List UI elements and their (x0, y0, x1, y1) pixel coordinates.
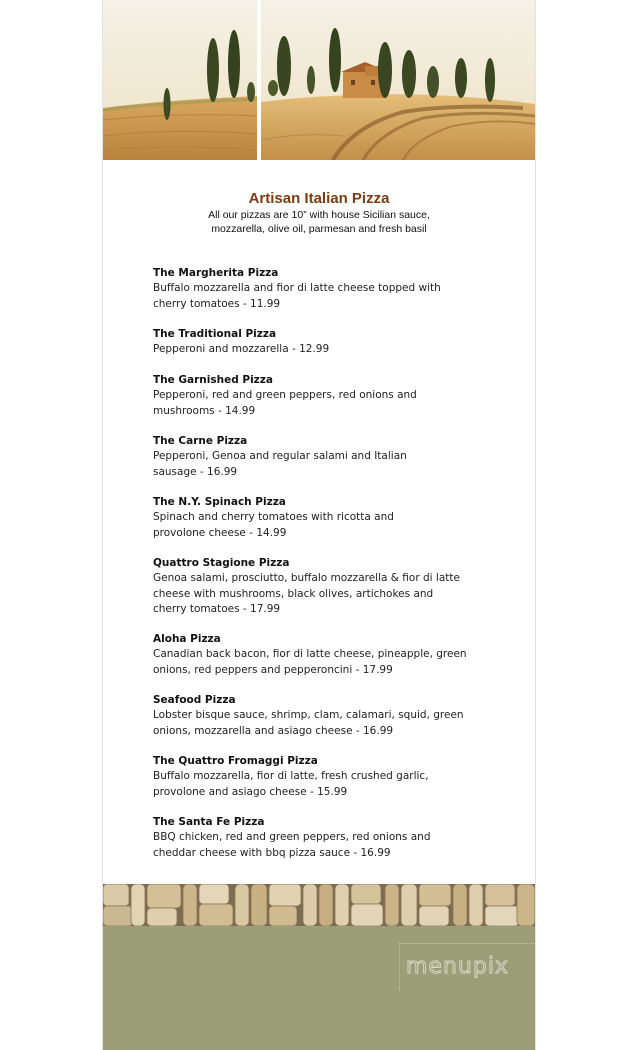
item-name: The Carne Pizza (153, 435, 248, 447)
item-description: BBQ chicken, red and green peppers, red onions and cheddar cheese with bbq pizza sauce - 16.99 (153, 831, 431, 859)
menupix-watermark (399, 943, 534, 990)
item-description: Buffalo mozzarella, fior di latte, fresh crushed garlic, provolone and asiago cheese - 15.99 (153, 770, 429, 798)
item-description: Pepperoni, Genoa and regular salami and Italian sausage - 16.99 (153, 450, 407, 478)
item-description: Spinach and cherry tomatoes with ricotta and provolone cheese - 14.99 (153, 511, 394, 539)
item-name: Seafood Pizza (153, 694, 236, 706)
menu-item (153, 556, 473, 618)
menu-item (153, 266, 473, 312)
item-name: Quattro Stagione Pizza (153, 557, 290, 569)
tuscany-header-photo (103, 0, 535, 160)
menu-item (153, 495, 473, 541)
menu-item (153, 327, 473, 358)
item-name: The Traditional Pizza (153, 328, 277, 340)
menu-subtitle: All our pizzas are 10” with house Sicilian sauce, mozzarella, olive oil, parmesan and fresh basil (208, 209, 430, 235)
menu-item (153, 373, 473, 419)
item-name: The Garnished Pizza (153, 374, 273, 386)
wine-cork-band (103, 884, 535, 926)
item-name: The Margherita Pizza (153, 267, 279, 279)
menu-item (153, 434, 473, 480)
item-description: Lobster bisque sauce, shrimp, clam, calamari, squid, green onions, mozzarella and asiago cheese - 16.99 (153, 709, 464, 737)
menu-item (153, 693, 473, 739)
item-name: The Santa Fe Pizza (153, 816, 265, 828)
right-page-edge (535, 0, 536, 1050)
item-description: Canadian back bacon, fior di latte cheese, pineapple, green onions, red peppers and pepperoncini - 17.99 (153, 648, 467, 676)
item-name: The Quattro Fromaggi Pizza (153, 755, 318, 767)
menu-item (153, 754, 473, 800)
item-name: The N.Y. Spinach Pizza (153, 496, 286, 508)
item-description: Buffalo mozzarella and fior di latte cheese topped with cherry tomatoes - 11.99 (153, 282, 441, 310)
menu-page (103, 0, 535, 1050)
item-description: Genoa salami, prosciutto, buffalo mozzarella & fior di latte cheese with mushrooms, black olives, artichokes and cherry tomatoes - 17.99 (153, 572, 460, 615)
menu-item (153, 632, 473, 678)
item-name: Aloha Pizza (153, 633, 221, 645)
watermark-text: menupix (406, 954, 509, 979)
item-description: Pepperoni and mozzarella - 12.99 (153, 343, 330, 355)
menu-title: Artisan Italian Pizza (248, 190, 390, 207)
menu-item (153, 815, 473, 861)
item-description: Pepperoni, red and green peppers, red onions and mushrooms - 14.99 (153, 389, 417, 417)
